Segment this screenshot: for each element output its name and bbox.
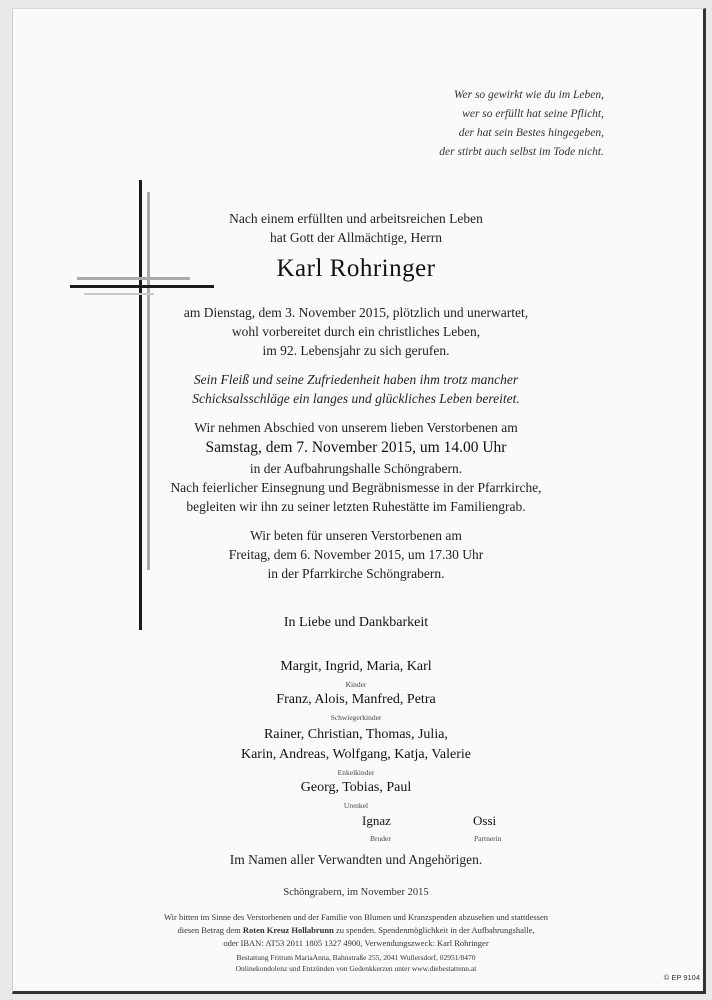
- funeral-home-line: Bestattung Frittum MariaAnna, Bahnstraße 255, 2041 Wullersdorf, 02951/8470: [236, 953, 476, 962]
- intro-line: hat Gott der Allmächtige, Herrn: [269, 230, 443, 245]
- notice-text: zu spenden. Spendenmöglichkeit in der Aufbahrungshalle,: [333, 925, 535, 935]
- death-info-line: am Dienstag, dem 3. November 2015, plötzlich und unerwartet,: [183, 305, 529, 320]
- place-date: Schöngrabern, im November 2015: [283, 887, 429, 898]
- death-info-line: im 92. Lebensjahr zu sich gerufen.: [262, 343, 450, 358]
- iban-line: oder IBAN: AT53 2011 1805 1327 4900, Verwendungszweck: Karl Rohringer: [223, 938, 489, 948]
- children-names: Margit, Ingrid, Maria, Karl: [280, 659, 432, 674]
- farewell-line: Nach feierlicher Einsegnung und Begräbnismesse in der Pfarrkirche,: [170, 480, 542, 495]
- children-label: Kinder: [345, 680, 367, 689]
- grandchildren-names: Rainer, Christian, Thomas, Julia,: [264, 727, 448, 742]
- grandchildren-label: Enkelkinder: [337, 768, 375, 777]
- inlaws-names: Franz, Alois, Manfred, Petra: [276, 692, 436, 707]
- grandchildren-names: Karin, Andreas, Wolfgang, Katja, Valerie: [240, 747, 472, 762]
- form-code: © EP 9104: [663, 973, 700, 982]
- farewell-line: Wir nehmen Abschied von unserem lieben Verstorbenen am: [194, 420, 518, 435]
- red-cross-name: Roten Kreuz Hollabrunn: [242, 925, 334, 935]
- poem-line: der stirbt auch selbst im Tode nicht.: [439, 146, 604, 158]
- poem-line: Wer so gewirkt wie du im Leben,: [453, 89, 604, 101]
- funeral-date: Samstag, dem 7. November 2015, um 14.00 Uhr: [205, 439, 507, 456]
- notice-text: diesen Betrag dem: [177, 925, 243, 935]
- brother-label: Bruder: [370, 834, 391, 843]
- farewell-line: begleiten wir ihn zu seiner letzten Ruhestätte im Familiengrab.: [186, 499, 526, 514]
- partner-label: Partnerin: [474, 834, 502, 843]
- funeral-place: in der Aufbahrungshalle Schöngrabern.: [249, 461, 463, 476]
- poem-line: wer so erfüllt hat seine Pflicht,: [462, 108, 604, 120]
- prayer-line: in der Pfarrkirche Schöngrabern.: [267, 566, 445, 581]
- notice-line: Wir bitten im Sinne des Verstorbenen und der Familie von Blumen und Kranzspenden abzusehen und stattdessen: [163, 912, 549, 922]
- prayer-line: Wir beten für unseren Verstorbenen am: [250, 528, 462, 543]
- great-grandchildren-names: Georg, Tobias, Paul: [300, 780, 412, 795]
- online-condolence-line: Onlinekondolenz und Entzünden von Gedenkkerzen unter www.diebestattenn.at: [235, 964, 477, 973]
- tribute-line: Sein Fleiß und seine Zufriedenheit haben ihm trotz mancher: [193, 372, 519, 387]
- notice-line: [0, 925, 712, 935]
- great-grandchildren-label: Urenkel: [343, 801, 369, 810]
- inlaws-label: Schwiegerkinder: [330, 713, 382, 722]
- brother-name: Ignaz: [362, 813, 391, 828]
- partner-name: Ossi: [473, 813, 497, 828]
- intro-line: Nach einem erfüllten und arbeitsreichen Leben: [229, 211, 483, 226]
- deceased-name: Karl Rohringer: [276, 255, 436, 282]
- death-info-line: wohl vorbereitet durch ein christliches Leben,: [231, 324, 481, 339]
- poem: [439, 86, 604, 162]
- poem-line: der hat sein Bestes hingegeben,: [458, 127, 604, 139]
- gratitude-heading: In Liebe und Dankbarkeit: [283, 615, 429, 630]
- prayer-date: Freitag, dem 6. November 2015, um 17.30 Uhr: [228, 547, 484, 562]
- tribute-line: Schicksalsschläge ein langes und glückliches Leben bereitet.: [192, 391, 520, 406]
- relatives-line: Im Namen aller Verwandten und Angehörigen.: [229, 852, 483, 867]
